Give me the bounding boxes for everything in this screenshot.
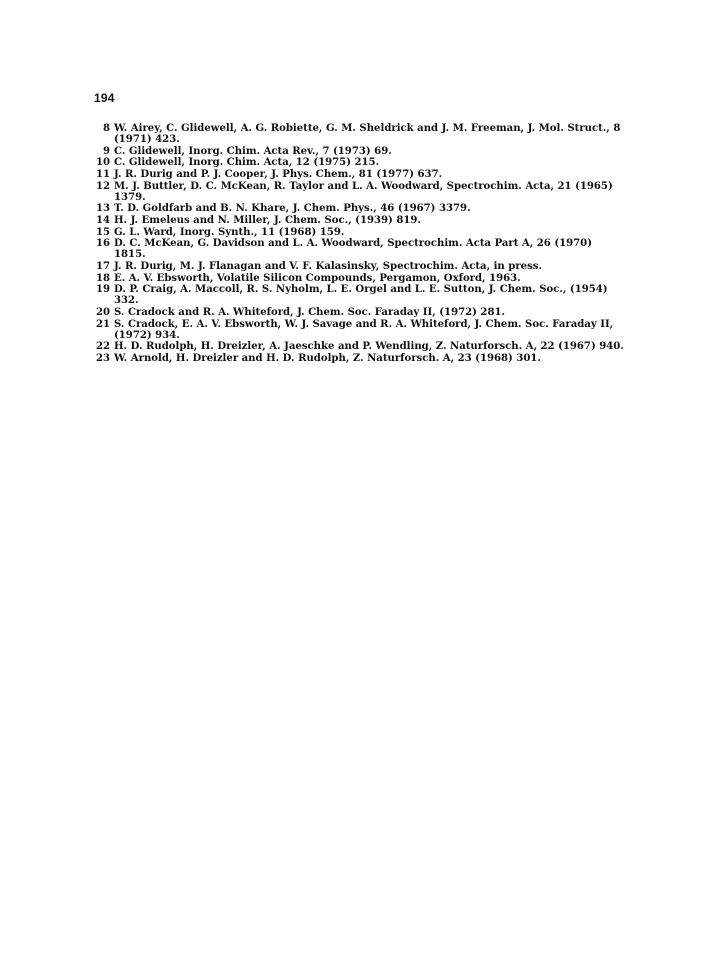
reference-item — [94, 123, 624, 145]
reference-item — [94, 227, 624, 238]
reference-text: H. J. Emeleus and N. Miller, J. Chem. Soc., (1939) 819. — [114, 214, 421, 226]
reference-number: 16 — [95, 238, 110, 250]
reference-number: 15 — [95, 226, 110, 238]
reference-number: 23 — [95, 352, 110, 364]
reference-number: 13 — [95, 203, 110, 215]
reference-text: G. L. Ward, Inorg. Synth., 11 (1968) 159. — [114, 226, 345, 238]
reference-text: W. Airey, C. Glidewell, A. G. Robiette, G. M. Sheldrick and J. M. Freeman, J. Mol. Struct., 8 (1971) 423. — [114, 123, 621, 146]
reference-text: T. D. Goldfarb and B. N. Khare, J. Chem. Phys., 46 (1967) 3379. — [114, 203, 471, 215]
reference-item — [94, 203, 624, 214]
reference-item — [94, 181, 624, 203]
reference-item — [94, 169, 624, 180]
reference-item — [94, 146, 624, 157]
reference-text: J. R. Durig, M. J. Flanagan and V. F. Kalasinsky, Spectrochim. Acta, in press. — [114, 260, 542, 272]
reference-item — [94, 353, 624, 364]
reference-item — [94, 261, 624, 272]
reference-item — [94, 215, 624, 226]
reference-text: M. J. Buttler, D. C. McKean, R. Taylor and L. A. Woodward, Spectrochim. Acta, 21 (1965) 1379. — [114, 180, 613, 203]
reference-number: 19 — [95, 284, 110, 296]
reference-number: 9 — [102, 145, 110, 157]
reference-text: H. D. Rudolph, H. Dreizler, A. Jaeschke and P. Wendling, Z. Naturforsch. A, 22 (1967) 940. — [114, 341, 624, 353]
reference-text: D. C. McKean, G. Davidson and L. A. Woodward, Spectrochim. Acta Part A, 26 (1970) 1815. — [114, 238, 592, 261]
page-number: 194 — [94, 91, 115, 105]
reference-item — [94, 307, 624, 318]
reference-text: C. Glidewell, Inorg. Chim. Acta Rev., 7 (1973) 69. — [114, 145, 392, 157]
reference-text: S. Cradock, E. A. V. Ebsworth, W. J. Savage and R. A. Whiteford, J. Chem. Soc. Faraday II, (1972) 934. — [114, 318, 614, 341]
reference-text: W. Arnold, H. Dreizler and H. D. Rudolph, Z. Naturforsch. A, 23 (1968) 301. — [114, 352, 541, 364]
reference-number: 10 — [95, 157, 110, 169]
reference-number: 20 — [95, 306, 110, 318]
reference-item — [94, 273, 624, 284]
reference-number: 11 — [95, 168, 110, 180]
reference-item — [94, 284, 624, 306]
reference-number: 8 — [102, 123, 110, 134]
reference-text: S. Cradock and R. A. Whiteford, J. Chem. Soc. Faraday II, (1972) 281. — [114, 306, 506, 318]
reference-text: J. R. Durig and P. J. Cooper, J. Phys. Chem., 81 (1977) 637. — [114, 168, 443, 180]
reference-item — [94, 319, 624, 341]
reference-text: E. A. V. Ebsworth, Volatile Silicon Compounds, Pergamon, Oxford, 1963. — [114, 272, 521, 284]
reference-number: 18 — [95, 272, 110, 284]
reference-item — [94, 157, 624, 168]
reference-number: 21 — [95, 318, 110, 330]
reference-list — [94, 123, 624, 365]
reference-number: 17 — [95, 260, 110, 272]
reference-number: 22 — [95, 341, 110, 353]
reference-text: C. Glidewell, Inorg. Chim. Acta, 12 (1975) 215. — [114, 157, 380, 169]
reference-item — [94, 238, 624, 260]
reference-text: D. P. Craig, A. Maccoll, R. S. Nyholm, L. E. Orgel and L. E. Sutton, J. Chem. Soc., (1954) 332. — [114, 284, 608, 307]
reference-item — [94, 341, 624, 352]
reference-number: 14 — [95, 214, 110, 226]
reference-number: 12 — [95, 180, 110, 192]
